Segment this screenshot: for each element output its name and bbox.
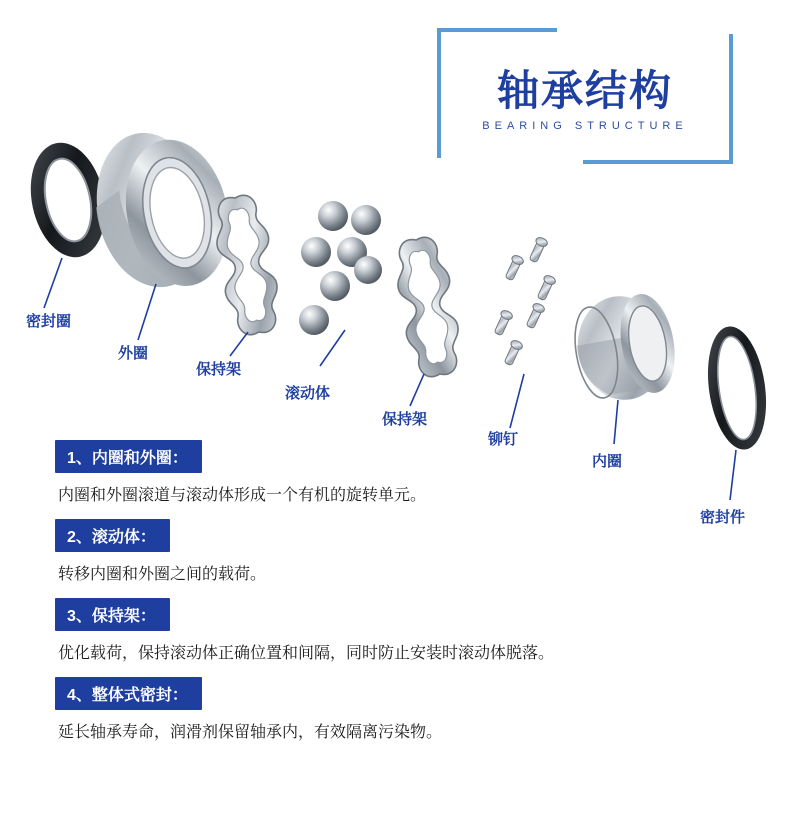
part-cage-left bbox=[209, 192, 284, 338]
legend-head-4: 4、整体式密封： bbox=[55, 677, 202, 710]
callout-rolling-element: 滚动体 bbox=[285, 385, 331, 402]
callout-cage-right: 保持架 bbox=[382, 411, 428, 428]
legend-item-2 bbox=[0, 519, 790, 584]
legend-item-4 bbox=[0, 677, 790, 742]
legend-head-2: 2、滚动体： bbox=[55, 519, 170, 552]
legend-list bbox=[0, 440, 790, 756]
legend-body-2: 转移内圈和外圈之间的载荷。 bbox=[58, 566, 267, 583]
legend-body-4: 延长轴承寿命，润滑剂保留轴承内，有效隔离污染物。 bbox=[58, 724, 443, 741]
callout-cage-left: 保持架 bbox=[196, 361, 242, 378]
part-rolling-elements bbox=[299, 201, 382, 335]
page-subtitle: BEARING STRUCTURE bbox=[482, 120, 688, 132]
part-inner-ring bbox=[568, 288, 683, 407]
legend-item-3 bbox=[0, 598, 790, 663]
legend-head-1: 1、内圈和外圈： bbox=[55, 440, 202, 473]
part-rivets bbox=[492, 236, 556, 367]
part-seal-o-ring bbox=[701, 323, 774, 454]
callout-rivet: 铆钉 bbox=[488, 431, 519, 448]
legend-body-3: 优化载荷，保持滚动体正确位置和间隔，同时防止安装时滚动体脱落。 bbox=[58, 645, 555, 662]
legend-body-1: 内圈和外圈滚道与滚动体形成一个有机的旋转单元。 bbox=[58, 487, 427, 504]
legend-item-1 bbox=[0, 440, 790, 505]
part-cage-right bbox=[390, 234, 465, 380]
callout-inner-ring: 内圈 bbox=[592, 453, 623, 470]
callout-seal-part: 密封件 bbox=[700, 509, 746, 526]
callout-seal-ring: 密封圈 bbox=[26, 313, 72, 330]
legend-head-3: 3、保持架： bbox=[55, 598, 170, 631]
page-title: 轴承结构 bbox=[496, 67, 673, 114]
callout-outer-ring: 外圈 bbox=[118, 345, 149, 362]
